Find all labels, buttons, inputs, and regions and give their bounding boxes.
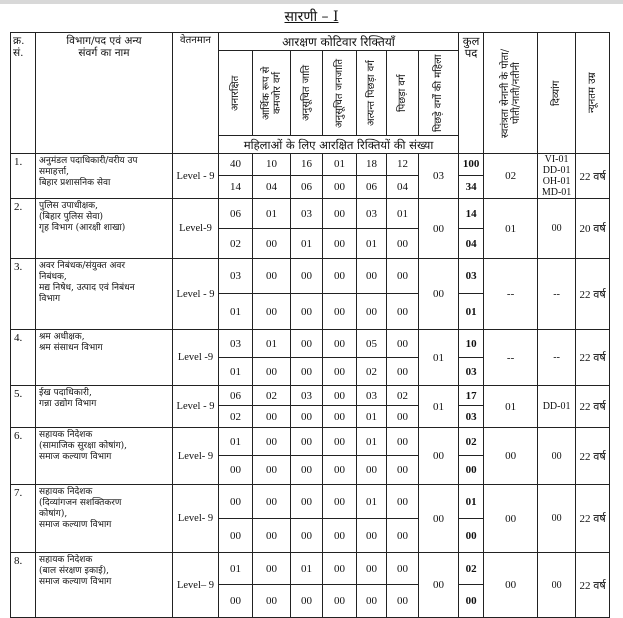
general-vacancy: 01 xyxy=(253,330,291,358)
header-freedom xyxy=(484,33,538,154)
women-vacancy: 00 xyxy=(323,456,357,485)
women-vacancy: 00 xyxy=(219,456,253,485)
header-category xyxy=(357,51,387,136)
divyang-line: DD-01 xyxy=(542,401,571,412)
general-vacancy: 00 xyxy=(253,428,291,456)
women-vacancy: 00 xyxy=(387,358,419,386)
post-name-line: समाहर्त्ता, xyxy=(39,167,69,177)
total-general: 02 xyxy=(459,428,484,456)
general-vacancy: 03 xyxy=(219,330,253,358)
post-name xyxy=(36,553,173,618)
post-name-line: (बिहार पुलिस सेवा) xyxy=(39,212,104,222)
divyang-quota xyxy=(538,553,576,618)
minimum-age: 22 वर्ष xyxy=(576,553,610,618)
header-category xyxy=(387,51,419,136)
table-row xyxy=(11,199,610,229)
table-row xyxy=(11,154,610,176)
post-name xyxy=(36,154,173,199)
post-name xyxy=(36,199,173,259)
header-name: विभाग/पद एवं अन्य संवर्ग का नाम xyxy=(36,33,173,154)
women-vacancy: 00 xyxy=(219,519,253,553)
table-row xyxy=(11,259,610,294)
serial-number: 6. xyxy=(11,428,36,485)
freedom-fighter-quota: -- xyxy=(484,259,538,330)
bc-women-vacancy: 03 xyxy=(419,154,459,199)
general-vacancy: 00 xyxy=(323,386,357,406)
general-vacancy: 00 xyxy=(387,428,419,456)
total-general: 01 xyxy=(459,485,484,519)
general-vacancy: 06 xyxy=(219,386,253,406)
freedom-fighter-quota: -- xyxy=(484,330,538,386)
pay-level: Level- 9 xyxy=(173,485,219,553)
divyang-quota xyxy=(538,199,576,259)
minimum-age: 22 वर्ष xyxy=(576,154,610,199)
women-vacancy: 00 xyxy=(253,358,291,386)
freedom-fighter-quota: 01 xyxy=(484,199,538,259)
divyang-quota xyxy=(538,259,576,330)
table-row xyxy=(11,330,610,358)
women-vacancy: 00 xyxy=(323,585,357,618)
post-name-line: समाज कल्याण विभाग xyxy=(39,520,112,530)
top-border xyxy=(0,0,623,4)
general-vacancy: 00 xyxy=(253,485,291,519)
post-name-line: श्रम संसाधन विभाग xyxy=(39,343,103,353)
general-vacancy: 03 xyxy=(357,199,387,229)
divyang-line: -- xyxy=(553,288,560,300)
women-vacancy: 00 xyxy=(253,585,291,618)
women-vacancy: 00 xyxy=(323,294,357,330)
post-name-line: अवर निबंधक/संयुक्त अवर xyxy=(39,261,126,271)
women-vacancy: 00 xyxy=(253,406,291,428)
general-vacancy: 00 xyxy=(253,259,291,294)
minimum-age: 22 वर्ष xyxy=(576,330,610,386)
divyang-line: VI-01 xyxy=(544,154,569,165)
women-vacancy: 01 xyxy=(219,358,253,386)
divyang-quota xyxy=(538,330,576,386)
post-name-line: विभाग xyxy=(39,294,61,304)
women-vacancy: 00 xyxy=(357,519,387,553)
header-age xyxy=(576,33,610,154)
women-vacancy: 00 xyxy=(291,456,323,485)
women-vacancy: 00 xyxy=(387,294,419,330)
table-row xyxy=(11,553,610,585)
general-vacancy: 00 xyxy=(323,428,357,456)
post-name-line: कोषांग), xyxy=(39,509,68,519)
freedom-fighter-quota: 01 xyxy=(484,386,538,428)
pay-level: Level - 9 xyxy=(173,154,219,199)
post-name xyxy=(36,485,173,553)
general-vacancy: 01 xyxy=(291,553,323,585)
serial-number: 5. xyxy=(11,386,36,428)
header-category-text: आर्थिक रूप से कमजोर वर्ग xyxy=(260,66,283,120)
header-category-text: पिछड़े वर्गों की महिला xyxy=(433,54,445,132)
general-vacancy: 06 xyxy=(219,199,253,229)
women-vacancy: 02 xyxy=(219,406,253,428)
post-name xyxy=(36,259,173,330)
general-vacancy: 12 xyxy=(387,154,419,176)
bc-women-vacancy: 01 xyxy=(419,330,459,386)
header-category xyxy=(291,51,323,136)
post-name-line: (सामाजिक सुरक्षा कोषांग), xyxy=(39,441,128,451)
total-women: 00 xyxy=(459,456,484,485)
total-women: 04 xyxy=(459,229,484,259)
header-divyang-text: दिव्यांग xyxy=(551,80,563,106)
general-vacancy: 00 xyxy=(387,259,419,294)
women-vacancy: 00 xyxy=(291,585,323,618)
women-vacancy: 00 xyxy=(253,456,291,485)
header-reservation: आरक्षण कोटिवार रिक्तियाँ xyxy=(219,33,459,51)
women-vacancy: 02 xyxy=(219,229,253,259)
total-women: 01 xyxy=(459,294,484,330)
header-category-text: अनारक्षित xyxy=(230,75,241,111)
header-women: महिलाओं के लिए आरक्षित रिक्तियों की संख्या xyxy=(219,136,459,154)
header-category-text: पिछड़ा वर्ग xyxy=(397,74,408,112)
bc-women-vacancy: 00 xyxy=(419,259,459,330)
serial-number: 2. xyxy=(11,199,36,259)
post-name xyxy=(36,330,173,386)
general-vacancy: 00 xyxy=(253,553,291,585)
pay-level: Level- 9 xyxy=(173,428,219,485)
header-sr: क्र. सं. xyxy=(11,33,36,154)
total-women: 03 xyxy=(459,406,484,428)
table-title xyxy=(0,7,623,26)
post-name-line: मद्य निषेध, उत्पाद एवं निबंधन xyxy=(39,283,135,293)
general-vacancy: 00 xyxy=(291,259,323,294)
total-general: 14 xyxy=(459,199,484,229)
general-vacancy: 00 xyxy=(323,485,357,519)
general-vacancy: 02 xyxy=(253,386,291,406)
women-vacancy: 06 xyxy=(291,175,323,198)
freedom-fighter-quota: 00 xyxy=(484,553,538,618)
post-name-line: समाज कल्याण विभाग xyxy=(39,452,112,462)
women-vacancy: 00 xyxy=(387,519,419,553)
header-category xyxy=(253,51,291,136)
header-age-text: न्यूनतम उम्र xyxy=(587,72,599,114)
minimum-age: 22 वर्ष xyxy=(576,485,610,553)
general-vacancy: 05 xyxy=(357,330,387,358)
post-name xyxy=(36,386,173,428)
women-vacancy: 00 xyxy=(387,456,419,485)
post-name-line: सहायक निदेशक xyxy=(39,555,93,565)
post-name-line: सहायक निदेशक xyxy=(39,487,93,497)
divyang-quota xyxy=(538,386,576,428)
post-name-line: सहायक निदेशक xyxy=(39,430,93,440)
general-vacancy: 00 xyxy=(387,330,419,358)
total-women: 00 xyxy=(459,585,484,618)
general-vacancy: 00 xyxy=(291,428,323,456)
post-name-line: पुलिस उपाधीक्षक, xyxy=(39,201,98,211)
table-row xyxy=(11,485,610,519)
serial-number: 7. xyxy=(11,485,36,553)
header-category xyxy=(419,51,459,136)
divyang-quota xyxy=(538,485,576,553)
women-vacancy: 00 xyxy=(323,519,357,553)
women-vacancy: 00 xyxy=(253,519,291,553)
pay-level: Level– 9 xyxy=(173,553,219,618)
general-vacancy: 00 xyxy=(387,485,419,519)
general-vacancy: 03 xyxy=(291,386,323,406)
pay-level: Level-9 xyxy=(173,199,219,259)
general-vacancy: 01 xyxy=(357,428,387,456)
title-text: सारणी – I xyxy=(284,9,339,25)
serial-number: 4. xyxy=(11,330,36,386)
vacancy-table xyxy=(10,32,610,618)
general-vacancy: 16 xyxy=(291,154,323,176)
post-name-line: अनुमंडल पदाधिकारी/वरीय उप xyxy=(39,156,138,166)
divyang-line: 00 xyxy=(551,513,562,524)
total-general: 03 xyxy=(459,259,484,294)
women-vacancy: 00 xyxy=(387,229,419,259)
total-women: 03 xyxy=(459,358,484,386)
women-vacancy: 00 xyxy=(253,229,291,259)
header-category-text: अनुसूचित जाति xyxy=(301,64,312,122)
women-vacancy: 00 xyxy=(291,358,323,386)
divyang-line: 00 xyxy=(551,579,562,591)
serial-number: 3. xyxy=(11,259,36,330)
general-vacancy: 01 xyxy=(387,199,419,229)
post-name-line: श्रम अधीक्षक, xyxy=(39,332,85,342)
general-vacancy: 00 xyxy=(387,553,419,585)
serial-number: 8. xyxy=(11,553,36,618)
header-pay: वेतनमान xyxy=(173,33,219,154)
women-vacancy: 00 xyxy=(357,585,387,618)
women-vacancy: 04 xyxy=(387,175,419,198)
women-vacancy: 01 xyxy=(219,294,253,330)
bc-women-vacancy: 00 xyxy=(419,199,459,259)
post-name xyxy=(36,428,173,485)
post-name-line: (दिव्यांगजन सशक्तिकरण xyxy=(39,498,122,508)
bc-women-vacancy: 01 xyxy=(419,386,459,428)
post-name-line: गन्ना उद्योग विभाग xyxy=(39,399,97,409)
general-vacancy: 00 xyxy=(323,553,357,585)
divyang-line: MD-01 xyxy=(541,187,572,198)
general-vacancy: 00 xyxy=(291,330,323,358)
women-vacancy: 00 xyxy=(323,175,357,198)
header-divyang xyxy=(538,33,576,154)
women-vacancy: 00 xyxy=(323,229,357,259)
general-vacancy: 02 xyxy=(387,386,419,406)
total-general: 10 xyxy=(459,330,484,358)
header-category xyxy=(323,51,357,136)
total-women: 00 xyxy=(459,519,484,553)
women-vacancy: 00 xyxy=(323,406,357,428)
pay-level: Level - 9 xyxy=(173,386,219,428)
general-vacancy: 01 xyxy=(323,154,357,176)
women-vacancy: 00 xyxy=(323,358,357,386)
general-vacancy: 00 xyxy=(323,199,357,229)
women-vacancy: 00 xyxy=(357,294,387,330)
women-vacancy: 06 xyxy=(357,175,387,198)
women-vacancy: 00 xyxy=(291,294,323,330)
general-vacancy: 00 xyxy=(219,485,253,519)
total-general: 17 xyxy=(459,386,484,406)
freedom-fighter-quota: 00 xyxy=(484,485,538,553)
women-vacancy: 00 xyxy=(291,406,323,428)
post-name-line: गृह विभाग (आरक्षी शाखा) xyxy=(39,223,126,233)
minimum-age: 22 वर्ष xyxy=(576,386,610,428)
header-category-text: अनुसूचित जनजाति xyxy=(334,58,345,128)
women-vacancy: 01 xyxy=(291,229,323,259)
general-vacancy: 03 xyxy=(357,386,387,406)
general-vacancy: 00 xyxy=(357,259,387,294)
women-vacancy: 00 xyxy=(253,294,291,330)
general-vacancy: 01 xyxy=(219,553,253,585)
women-vacancy: 14 xyxy=(219,175,253,198)
divyang-quota xyxy=(538,154,576,199)
women-vacancy: 01 xyxy=(357,229,387,259)
general-vacancy: 01 xyxy=(357,485,387,519)
total-general: 100 xyxy=(459,154,484,176)
divyang-line: 00 xyxy=(551,223,562,234)
post-name-line: बिहार प्रशासनिक सेवा xyxy=(39,178,111,188)
divyang-line: OH-01 xyxy=(542,176,571,187)
women-vacancy: 00 xyxy=(357,456,387,485)
general-vacancy: 01 xyxy=(219,428,253,456)
header-category xyxy=(219,51,253,136)
freedom-fighter-quota: 02 xyxy=(484,154,538,199)
women-vacancy: 04 xyxy=(253,175,291,198)
divyang-line: 00 xyxy=(551,450,562,462)
bc-women-vacancy: 00 xyxy=(419,485,459,553)
pay-level: Level -9 xyxy=(173,330,219,386)
general-vacancy: 00 xyxy=(323,330,357,358)
minimum-age: 22 वर्ष xyxy=(576,428,610,485)
freedom-fighter-quota: 00 xyxy=(484,428,538,485)
general-vacancy: 00 xyxy=(291,485,323,519)
general-vacancy: 00 xyxy=(357,553,387,585)
women-vacancy: 00 xyxy=(219,585,253,618)
table-row xyxy=(11,428,610,456)
general-vacancy: 40 xyxy=(219,154,253,176)
total-women: 34 xyxy=(459,175,484,198)
total-general: 02 xyxy=(459,553,484,585)
header-freedom-text: स्वतंत्रता सेनानी के पोता/पोती/नाती/नतीनी xyxy=(499,48,522,138)
post-name-line: ईख पदाधिकारी, xyxy=(39,388,92,398)
post-name-line: (बाल संरक्षण इकाई), xyxy=(39,566,109,576)
divyang-quota xyxy=(538,428,576,485)
minimum-age: 22 वर्ष xyxy=(576,259,610,330)
bc-women-vacancy: 00 xyxy=(419,428,459,485)
divyang-line: DD-01 xyxy=(542,165,571,176)
general-vacancy: 10 xyxy=(253,154,291,176)
general-vacancy: 18 xyxy=(357,154,387,176)
pay-level: Level - 9 xyxy=(173,259,219,330)
serial-number: 1. xyxy=(11,154,36,199)
general-vacancy: 01 xyxy=(253,199,291,229)
women-vacancy: 00 xyxy=(291,519,323,553)
post-name-line: निबंधक, xyxy=(39,272,67,282)
general-vacancy: 03 xyxy=(291,199,323,229)
general-vacancy: 03 xyxy=(219,259,253,294)
minimum-age: 20 वर्ष xyxy=(576,199,610,259)
header-category-text: अत्यन्त पिछड़ा वर्ग xyxy=(366,60,377,126)
divyang-line: -- xyxy=(553,352,560,363)
post-name-line: समाज कल्याण विभाग xyxy=(39,577,112,587)
women-vacancy: 01 xyxy=(357,406,387,428)
header-total: कुल पद xyxy=(459,33,484,154)
women-vacancy: 00 xyxy=(387,585,419,618)
women-vacancy: 02 xyxy=(357,358,387,386)
table-row xyxy=(11,386,610,406)
general-vacancy: 00 xyxy=(323,259,357,294)
women-vacancy: 00 xyxy=(387,406,419,428)
bc-women-vacancy: 00 xyxy=(419,553,459,618)
